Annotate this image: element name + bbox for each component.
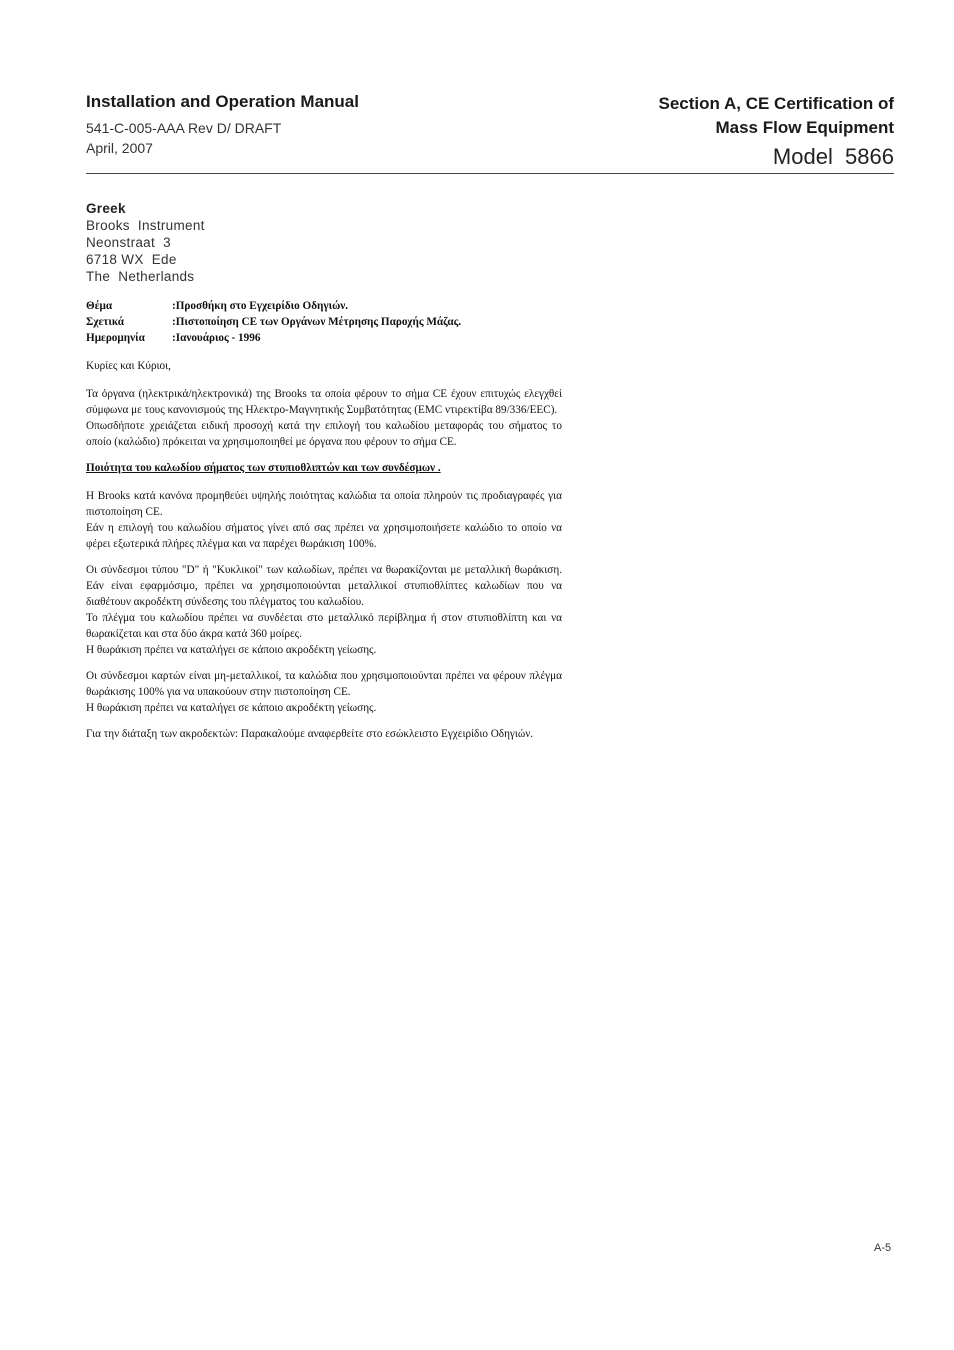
manual-title: Installation and Operation Manual [86, 92, 359, 111]
reference-value: :Πιστοποίηση CE των Οργάνων Μέτρησης Παροχής Μάζας. [172, 316, 462, 328]
header-left [86, 92, 359, 158]
reference-label: Σχετικά [86, 316, 125, 328]
postal-city: 6718 WX Ede [86, 252, 177, 267]
paragraph-1: Τα όργανα (ηλεκτρικά/ηλεκτρονικά) της Brooks τα οποία φέρουν το σήμα CE έχουν επιτυχώς ελεγχθεί σύμφωνα με τους κανονισμούς της Ηλεκτρο-Μαγνητικής Συμβατότητας (EMC ντιρεκτίβα 89/336/EEC). [86, 388, 562, 416]
paragraph-10: Για την διάταξη των ακροδεκτών: Παρακαλούμε αναφερθείτε στο εσώκλειστο Εγχειρίδιο Οδηγιών. [86, 728, 534, 740]
section-title-line1: Section A, CE Certification of [658, 94, 894, 113]
paragraph-3: Η Brooks κατά κανόνα προμηθεύει υψηλής ποιότητας καλώδια τα οποία πληρούν τις προδιαγραφές για πιστοποίηση CE. [86, 490, 562, 518]
paragraph-6: Το πλέγμα του καλωδίου πρέπει να συνδέεται στο μεταλλικό περίβλημα ή στον στυπιοθλίπτη και να θωρακίζεται και στα δύο άκρα κατά 360 μοίρες. [86, 612, 562, 640]
street-address: Neonstraat 3 [86, 235, 171, 250]
paragraph-5: Οι σύνδεσμοι τύπου "D" ή "Κυκλικοί" των καλωδίων, πρέπει να θωρακίζονται με μεταλλική θωράκιση. Εάν είναι εφαρμόσιμο, πρέπει να χρησιμοποιούνται μεταλλικοί στυπιοθλίπτες καλωδίων που να διαθέτουν ακροδέκτη σύνδεσης του πλέγματος του καλωδίου. [86, 564, 562, 608]
doc-date: April, 2007 [86, 140, 153, 156]
paragraph-9: Η θωράκιση πρέπει να καταλήγει σε κάποιο ακροδέκτη γείωσης. [86, 702, 377, 714]
country: The Netherlands [86, 269, 195, 284]
subject-value: :Προσθήκη στο Εγχειρίδιο Οδηγιών. [172, 300, 349, 312]
greeting: Κυρίες και Κύριοι, [86, 360, 171, 372]
scanned-letter [86, 298, 562, 742]
letter-meta [86, 298, 562, 346]
subject-label: Θέμα [86, 300, 113, 312]
doc-number: 541-C-005-AAA Rev D/ DRAFT [86, 120, 282, 136]
header-divider [86, 173, 894, 174]
section-heading: Ποιότητα του καλωδίου σήματος των στυπιοθλιπτών και των συνδέσμων . [86, 462, 441, 474]
section-title-line2: Mass Flow Equipment [715, 118, 894, 137]
company-name: Brooks Instrument [86, 218, 205, 233]
paragraph-7: Η θωράκιση πρέπει να καταλήγει σε κάποιο ακροδέκτη γείωσης. [86, 644, 377, 656]
paragraph-4: Εάν η επιλογή του καλωδίου σήματος γίνει από σας πρέπει να χρησιμοποιήσετε καλώδιο το οποίο να φέρει εξωτερικά πλήρες πλέγμα και να παρέχει θωράκιση 100%. [86, 522, 562, 550]
paragraph-2: Οπωσδήποτε χρειάζεται ειδική προσοχή κατά την επιλογή του καλωδίου μεταφοράς του σήματος το οποίο (καλώδιο) πρόκειται να χρησιμοποιηθεί με όργανα που φέρουν το σήμα CE. [86, 420, 562, 448]
date-label: Ημερομηνία [86, 332, 145, 344]
header-right [658, 92, 894, 172]
date-value: :Ιανουάριος - 1996 [172, 332, 261, 344]
model-label: Model 5866 [772, 144, 894, 169]
language-label: Greek [86, 201, 126, 216]
page-number: A-5 [874, 1242, 892, 1254]
address-block [86, 200, 205, 285]
paragraph-8: Οι σύνδεσμοι καρτών είναι μη-μεταλλικοί, τα καλώδια που χρησιμοποιούνται πρέπει να φέρουν πλέγμα θωράκισης 100% για να υπακούουν στην πιστοποίηση CE. [86, 670, 562, 698]
